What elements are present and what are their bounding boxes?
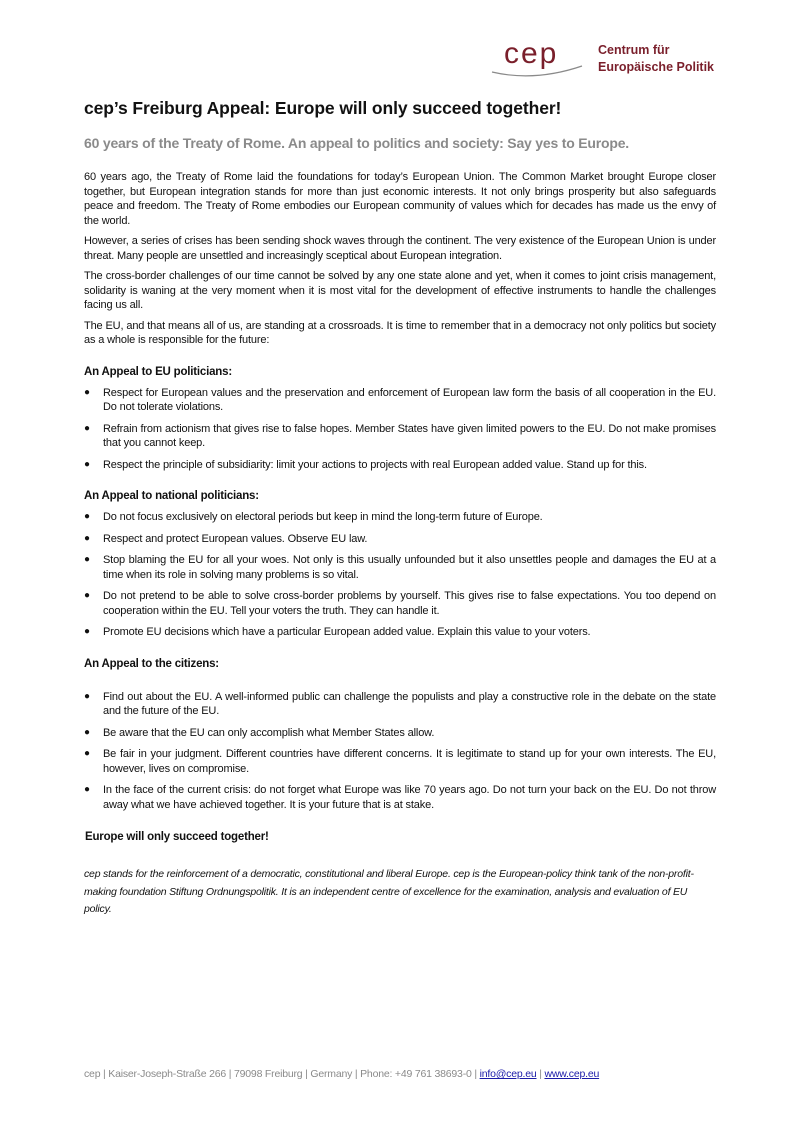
list-item [84, 510, 716, 525]
cep-logo-mark [490, 36, 590, 86]
logo-text: cep [504, 37, 559, 70]
bullet-icon: ● [84, 784, 90, 795]
list-item [84, 747, 716, 776]
cep-logo [490, 36, 730, 86]
list-item [84, 690, 716, 719]
footer-address: cep | Kaiser-Joseph-Straße 266 | 79098 Freiburg | Germany | Phone: +49 761 38693-0 | [84, 1068, 480, 1080]
list-item [84, 783, 716, 812]
list-item [84, 553, 716, 582]
list-item-text: Refrain from actionism that gives rise to false hopes. Member States have given limited powers to the EU. Do not make promises that you cannot keep. [103, 422, 716, 449]
page-subtitle: 60 years of the Treaty of Rome. An appeal to politics and society: Say yes to Europe. [84, 135, 629, 151]
bullet-icon: ● [84, 748, 90, 759]
list-item [84, 458, 716, 473]
org-name [598, 42, 714, 76]
intro-paragraph: The EU, and that means all of us, are standing at a crossroads. It is time to remember that in a democracy not only politics but society as a whole is responsible for the future: [84, 319, 716, 346]
intro-paragraph: However, a series of crises has been sending shock waves through the continent. The very existence of the European Union is under threat. Many people are unsettled and increasingly sceptical about European integration. [84, 235, 716, 262]
bullet-icon: ● [84, 458, 90, 470]
bullet-icon: ● [84, 386, 90, 398]
bullet-icon: ● [84, 690, 90, 702]
bullet-icon: ● [84, 590, 90, 601]
list-item-text: Respect for European values and the preservation and enforcement of European law form the basis of all cooperation in the EU. Do not tolerate violations. [103, 386, 716, 413]
list-item [84, 589, 716, 618]
footer-email-link[interactable]: info@cep.eu [479, 1068, 537, 1080]
list-item [84, 422, 716, 451]
footer-separator: | [536, 1068, 545, 1080]
closing-statement: Europe will only succeed together! [85, 831, 269, 843]
org-name-line2: Europäische Politik [598, 60, 715, 74]
appeal-list-national-politicians [84, 510, 716, 640]
org-name-line1: Centrum für [598, 43, 670, 57]
list-item-text: Do not focus exclusively on electoral periods but keep in mind the long-term future of Europe. [103, 511, 543, 523]
list-item-text: Promote EU decisions which have a particular European added value. Explain this value to your voters. [103, 626, 591, 638]
list-item [84, 726, 716, 741]
section-heading-national-politicians: An Appeal to national politicians: [84, 490, 259, 502]
bullet-icon: ● [84, 626, 90, 637]
list-item-text: Respect the principle of subsidiarity: limit your actions to projects with real European added value. Stand up for this. [103, 458, 647, 471]
appeal-list-citizens [84, 690, 716, 813]
bullet-icon: ● [84, 511, 90, 522]
page-footer [84, 1068, 599, 1080]
intro-paragraph: 60 years ago, the Treaty of Rome laid the foundations for today’s European Union. The Common Market brought Europe closer together, but European integration stands for more than just economic interests. It not only brings prosperity but also safeguards peace and freedom. The Treaty of Rome embodies our European community of values which for decades has made us the envy of the world. [84, 171, 716, 227]
bullet-icon: ● [84, 422, 90, 434]
section-heading-citizens: An Appeal to the citizens: [84, 657, 219, 670]
list-item-text: Be fair in your judgment. Different countries have different concerns. It is legitimate to stand up for your own interests. The EU, however, lives on compromise. [103, 748, 716, 775]
list-item-text: Respect and protect European values. Observe EU law. [103, 532, 368, 545]
bullet-icon: ● [84, 726, 90, 738]
list-item-text: Be aware that the EU can only accomplish what Member States allow. [103, 726, 435, 739]
page-title: cep’s Freiburg Appeal: Europe will only succeed together! [84, 98, 562, 118]
list-item-text: Stop blaming the EU for all your woes. Not only is this usually unfounded but it also unsettles people and damages the EU at a time when its role in solving many problems is so vital. [103, 554, 716, 581]
intro-paragraph: The cross-border challenges of our time cannot be solved by any one state alone and yet, when it comes to joint crisis management, solidarity is waning at the very moment when it is most vital for the development of effective instruments to handle the challenges facing us all. [84, 270, 716, 311]
list-item [84, 625, 716, 640]
list-item-text: Do not pretend to be able to solve cross-border problems by yourself. This gives rise to false expectations. You too depend on cooperation within the EU. Tell your voters the truth. They can handle it. [103, 590, 716, 617]
list-item [84, 386, 716, 415]
appeal-list-eu-politicians [84, 386, 716, 473]
list-item-text: Find out about the EU. A well-informed public can challenge the populists and play a constructive role in the debate on the state and the future of the EU. [103, 690, 716, 717]
list-item [84, 532, 716, 547]
footer-website-link[interactable]: www.cep.eu [544, 1068, 600, 1080]
section-heading-eu-politicians: An Appeal to EU politicians: [84, 365, 232, 378]
bullet-icon: ● [84, 554, 90, 565]
list-item-text: In the face of the current crisis: do not forget what Europe was like 70 years ago. Do not turn your back on the EU. Do not throw away what we have achieved together. It is your future that is at stake. [103, 784, 716, 811]
about-cep-note: cep stands for the reinforcement of a democratic, constitutional and liberal Europe. cep is the European-policy think tank of the non-profit-making foundation Stiftung Ordnungspolitik. It is an independent centre of excellence for the examination, analysis and evaluation of EU policy. [84, 868, 694, 915]
document-body [84, 98, 716, 919]
bullet-icon: ● [84, 532, 90, 544]
